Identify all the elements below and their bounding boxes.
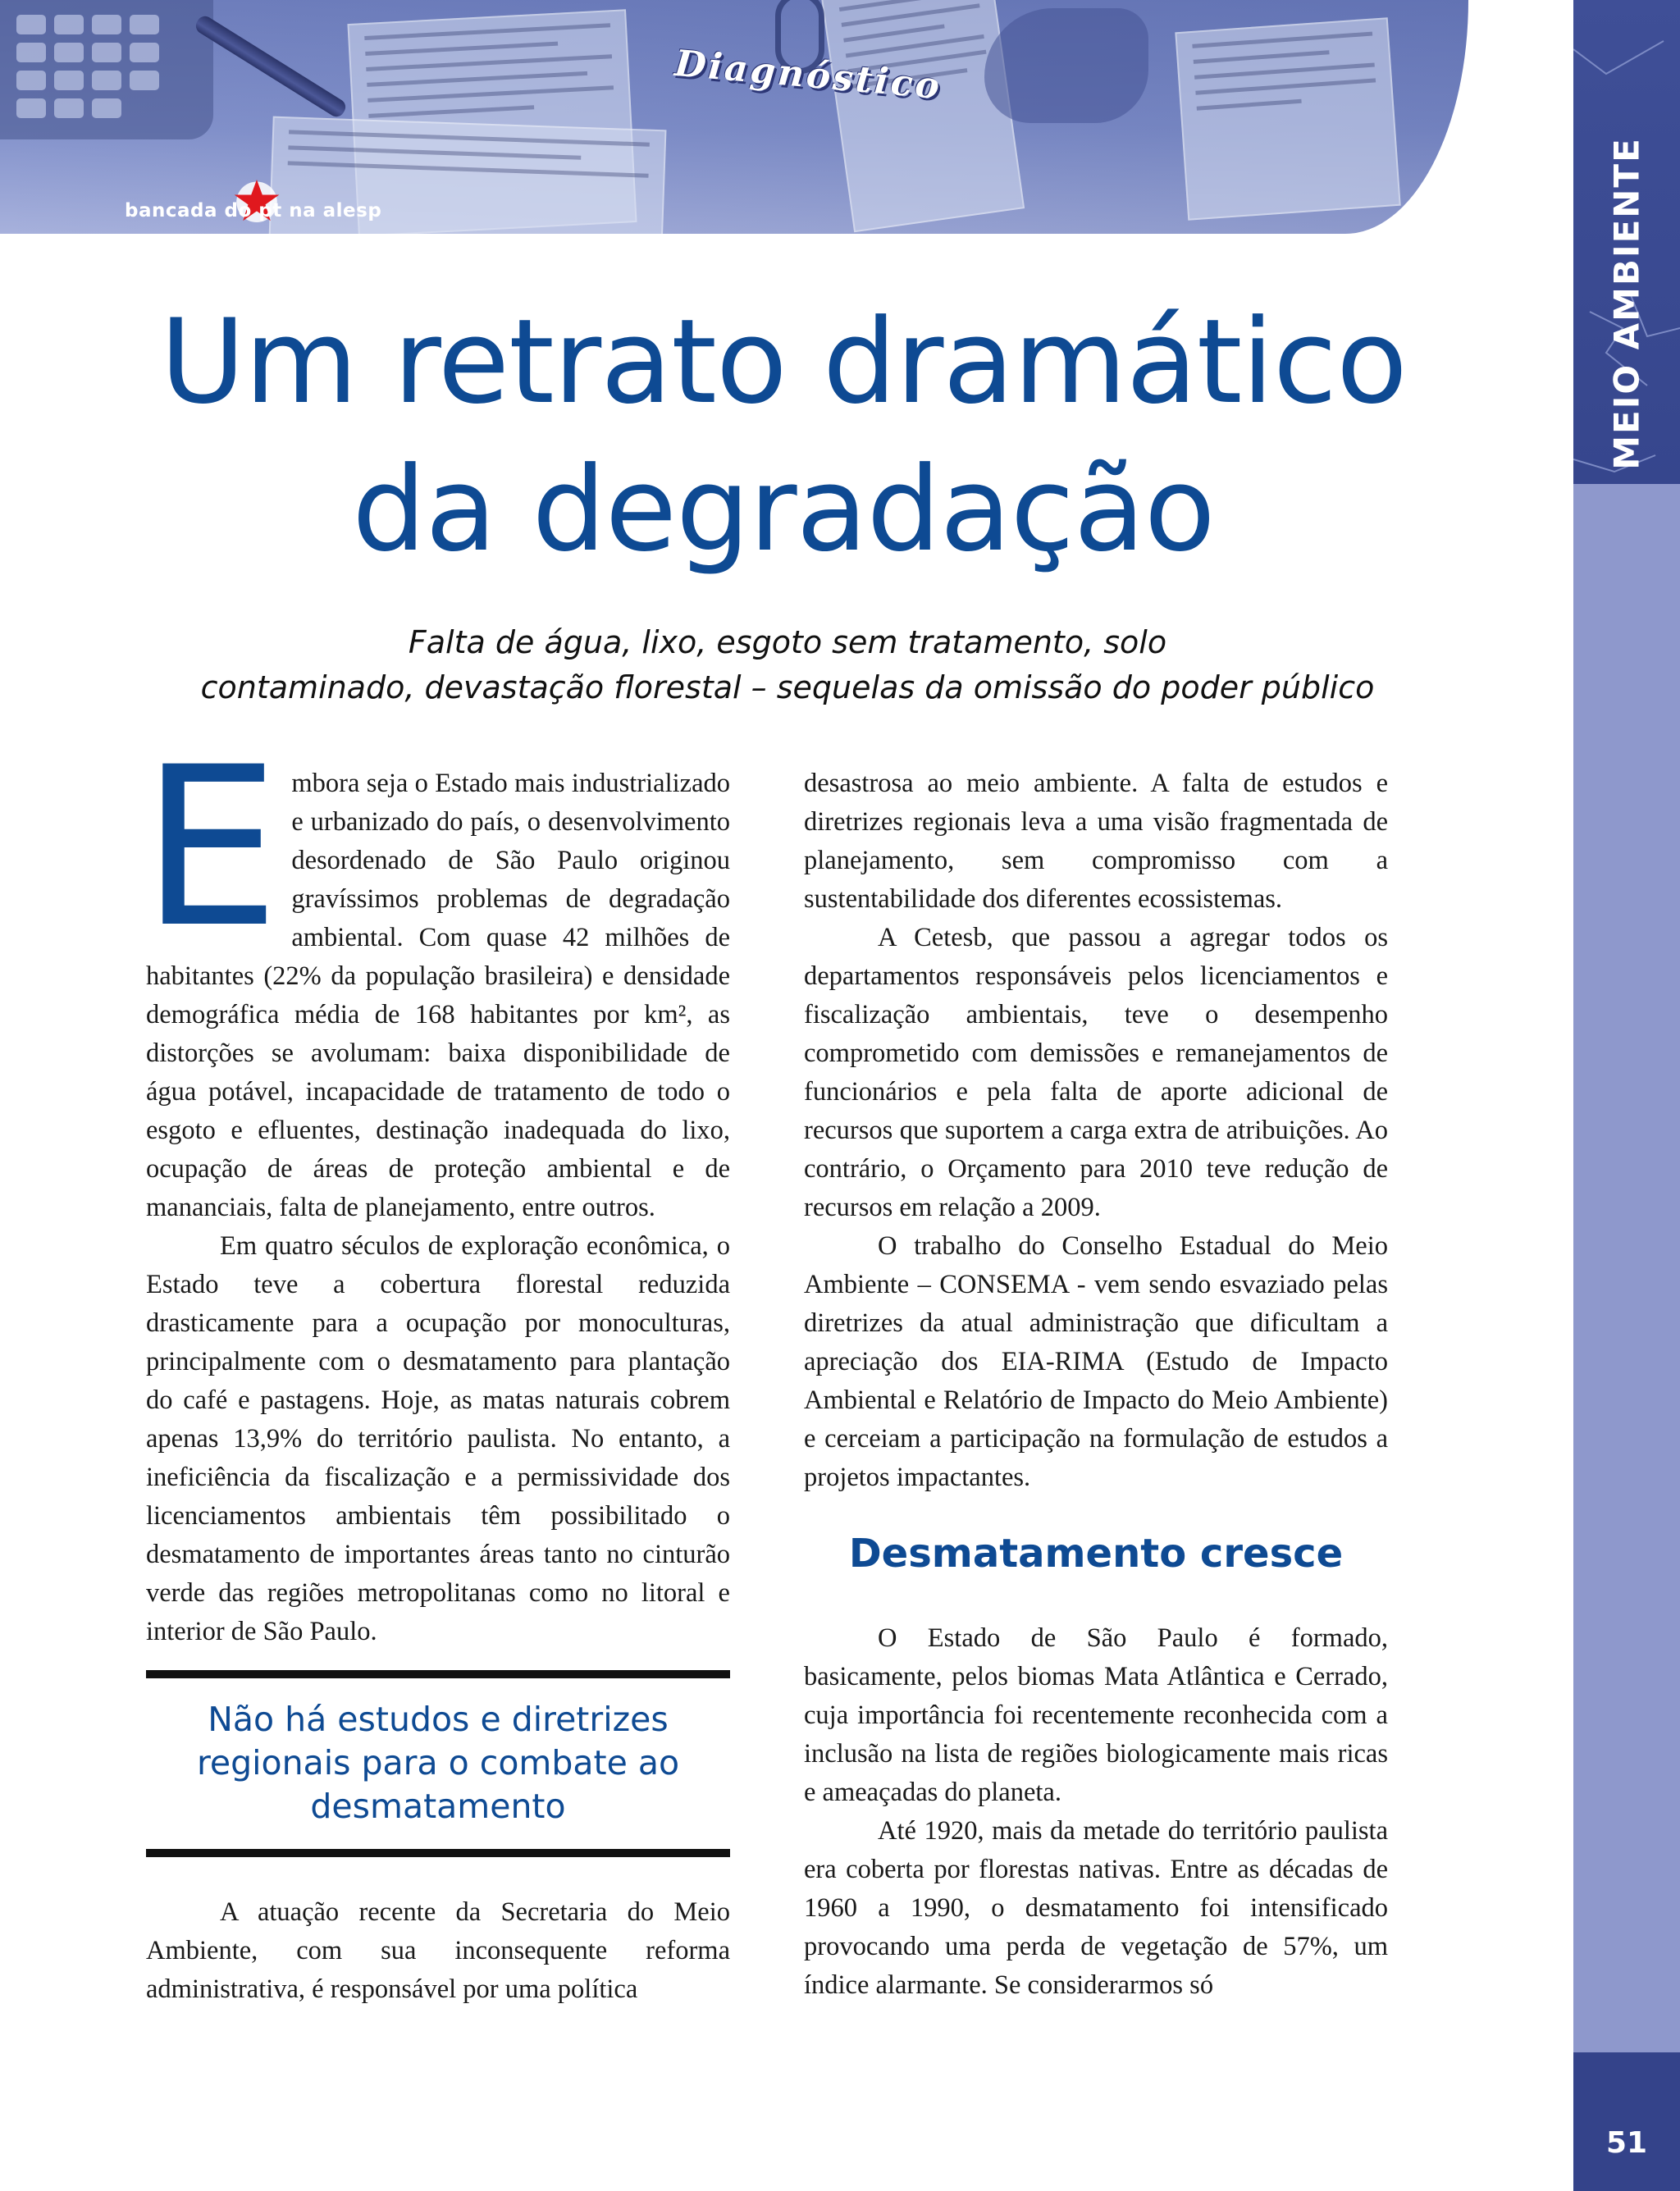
sidebar-footer (1573, 2052, 1680, 2191)
article-paragraph: Até 1920, mais da metade do território paulista era coberta por florestas nativas. Entre as décadas de 1960 a 1990, o desmatamento foi intensificado provocando uma perda de vegetação de 57%, um índice alarmante. Se considerarmos só (804, 1816, 1388, 2000)
brand-logo-text: bancada do pt na alesp (125, 200, 382, 221)
pull-quote: Não há estudos e diretrizes regionais para o combate ao desmatamento (196, 1700, 680, 1826)
article-paragraph (141, 720, 730, 1227)
article-column-right-bottom (804, 1619, 1388, 2005)
page-subtitle (98, 620, 1477, 710)
article-paragraph: Em quatro séculos de exploração econômica, o Estado teve a cobertura florestal reduzida drasticamente para a ocupação por monoculturas, principalmente com o desmatamento para plantação do café e pastagens. Hoje, as matas naturais cobrem apenas 13,9% do território paulista. No entanto, a ineficiência da fiscalização e a permissividade dos licenciamentos ambientais têm possibilitado o desmatamento de importantes áreas tanto no cinturão verde das regiões metropolitanas como no litoral e interior de São Paulo. (146, 1231, 730, 1646)
page-title (49, 289, 1518, 584)
page-number: 51 (1605, 2126, 1648, 2160)
sidebar-band (1573, 484, 1680, 2052)
article-paragraph: A atuação recente da Secretaria do Meio Ambiente, com sua inconsequente reforma administrativa, é responsável por uma política (146, 1897, 730, 2004)
document-illustration (821, 0, 1025, 232)
article-paragraph: O trabalho do Conselho Estadual do Meio Ambiente – CONSEMA - vem sendo esvaziado pelas diretrizes da atual administração que dificultam a apreciação dos EIA-RIMA (Estudo de Impacto Ambiental e Relatório de Impacto do Meio Ambiente) e cerceiam a participação na formulação de estudos a projetos impactantes. (804, 1231, 1388, 1492)
sidebar-section-label: MEIO AMBIENTE (1606, 137, 1647, 470)
subtitle-line-2: contaminado, devastação florestal – sequelas da omissão do poder público (200, 669, 1375, 705)
pull-quote-rule-top (146, 1670, 730, 1678)
header-banner (0, 0, 1468, 234)
document-illustration (1175, 17, 1400, 221)
pen-illustration (193, 13, 349, 120)
article-paragraph: A Cetesb, que passou a agregar todos os departamentos responsáveis pelos licenciamentos e fiscalização ambientais, teve o desempenho comprometido com demissões e remanejamentos de funcionários e pela falta de aporte adicional de recursos que suportem a carga extra de atribuições. Ao contrário, o Orçamento para 2010 teve redução de recursos em relação a 2009. (804, 923, 1388, 1222)
drop-cap: E (141, 720, 281, 976)
title-line-1: Um retrato dramático (160, 294, 1407, 430)
article-paragraph: desastrosa ao meio ambiente. A falta de estudos e diretrizes regionais leva a uma visão fragmentada de planejamento, sem compromisso com a sustentabilidade dos diferentes ecossistemas. (804, 769, 1388, 914)
article-column-right (804, 765, 1388, 1497)
paragraph-text: mbora seja o Estado mais industrializado e urbanizado do país, o desenvolvimento desordenado de São Paulo originou gravíssimos problemas de degradação ambiental. Com quase 42 milhões de habitantes (22% da população brasileira) e densidade demográfica média de 168 habitantes por km², as distorções se avolumam: baixa disponibilidade de água potável, incapacidade de tratamento de todo o esgoto e efluentes, destinação inadequada do lixo, ocupação de áreas de proteção ambiental e de mananciais, falta de planejamento, entre outros. (146, 769, 730, 1222)
subtitle-line-1: Falta de água, lixo, esgoto sem tratamento, solo (408, 624, 1167, 660)
section-label: Diagnóstico (673, 42, 944, 108)
hand-illustration (984, 8, 1148, 123)
article-paragraph: O Estado de São Paulo é formado, basicamente, pelos biomas Mata Atlântica e Cerrado, cuja importância foi recentemente reconhecida com a inclusão na lista de regiões biologicamente mais ricas e ameaçadas do planeta. (804, 1623, 1388, 1807)
pull-quote-rule-bottom (146, 1849, 730, 1857)
article-column-left-bottom (146, 1893, 730, 2009)
section-heading: Desmatamento cresce (848, 1531, 1344, 1577)
title-line-2: da degradação (352, 442, 1215, 577)
calculator-illustration (0, 0, 213, 139)
article-column-left (141, 720, 730, 1651)
